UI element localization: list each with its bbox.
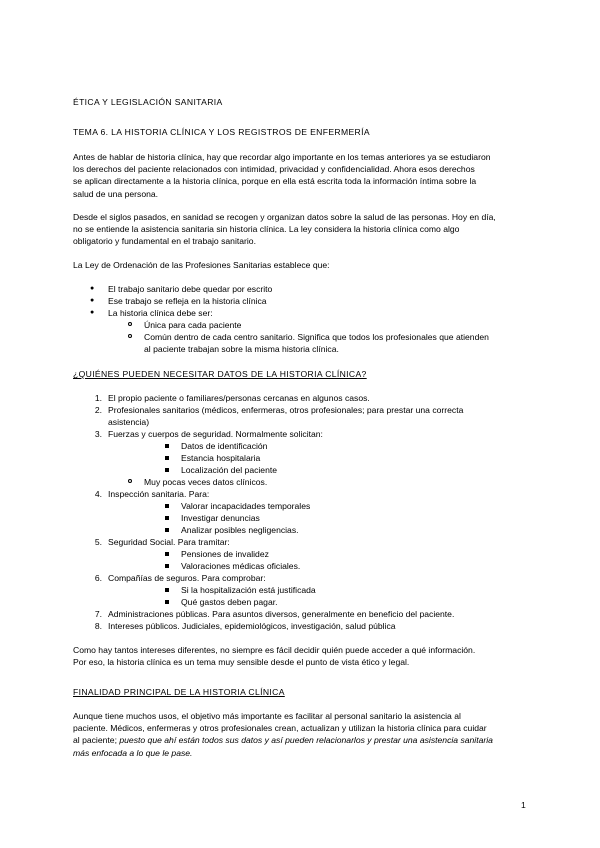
interests-line: Como hay tantos intereses diferentes, no siempre es fácil decidir quién puede acceder a qué información. (73, 645, 476, 655)
list-number: 2. (94, 405, 102, 415)
intro-line: salud de una persona. (73, 188, 159, 199)
square-bullet-icon (165, 564, 169, 568)
intro-line: se aplican directamente a la historia clínica, porque en ella está escrita toda la información íntima sobre la (73, 176, 477, 187)
sub-item: Valoraciones médicas oficiales. (181, 561, 301, 571)
topic-title: TEMA 6. LA HISTORIA CLÍNICA Y LOS REGISTROS DE ENFERMERÍA (73, 127, 370, 137)
sub-item: Pensiones de invalidez (181, 549, 269, 559)
history-line: no se entiende la asistencia sanitaria sin historia clínica. La ley considera la historia clínica como algo (73, 224, 460, 235)
sub-item: Localización del paciente (181, 465, 278, 475)
bullet-icon: ● (90, 297, 95, 304)
list-number: 5. (94, 537, 102, 547)
square-bullet-icon (165, 516, 169, 520)
circle-bullet-icon (128, 479, 132, 483)
interests-paragraph (73, 644, 533, 668)
square-bullet-icon (165, 468, 169, 472)
list-number: 8. (94, 621, 102, 631)
list-item: Intereses públicos. Judiciales, epidemiológicos, investigación, salud pública (108, 621, 396, 631)
law-sub-bullet-cont: al paciente trabajan sobre la misma historia clínica. (144, 344, 339, 354)
sub-item: Datos de identificación (181, 441, 268, 451)
purpose-text: al paciente; (73, 735, 117, 746)
law-bullet: El trabajo sanitario debe quedar por escrito (108, 284, 273, 294)
interests-line: Por eso, la historia clínica es un tema muy sensible desde el punto de vista ético y legal. (73, 657, 410, 668)
purpose-line (73, 734, 533, 746)
sub-item: Valorar incapacidades temporales (181, 501, 311, 511)
square-bullet-icon (165, 504, 169, 508)
list-item: El propio paciente o familiares/personas cercanas en algunos casos. (108, 393, 370, 403)
square-bullet-icon (165, 528, 169, 532)
intro-paragraph (73, 151, 533, 200)
purpose-line: paciente. Médicos, enfermeras y otros profesionales crean, actualizan y utilizan la historia clínica para cuidar (73, 723, 487, 734)
list-item: Seguridad Social. Para tramitar: (108, 537, 230, 547)
list-number: 4. (94, 489, 102, 499)
page-number: 1 (521, 800, 526, 810)
sub-item: Muy pocas veces datos clínicos. (144, 477, 268, 487)
purpose-line (73, 747, 533, 759)
law-sub-bullet: Única para cada paciente (144, 320, 242, 330)
list-item: Compañías de seguros. Para comprobar: (108, 573, 266, 583)
list-item-cont: asistencia) (108, 417, 150, 427)
law-sub-bullet: Común dentro de cada centro sanitario. Significa que todos los profesionales que atienden (144, 332, 489, 342)
sub-item: Investigar denuncias (181, 513, 260, 523)
section-heading-purpose: FINALIDAD PRINCIPAL DE LA HISTORIA CLÍNICA (73, 687, 285, 697)
list-number: 6. (94, 573, 102, 583)
history-line: obligatorio y fundamental en el trabajo sanitario. (73, 236, 256, 247)
section-heading-who: ¿QUIÉNES PUEDEN NECESITAR DATOS DE LA HISTORIA CLÍNICA? (73, 369, 367, 379)
square-bullet-icon (165, 456, 169, 460)
bullet-icon: ● (90, 285, 95, 292)
history-line: Desde el siglos pasados, en sanidad se recogen y organizan datos sobre la salud de las personas. Hoy en día, (73, 212, 496, 222)
purpose-line: Aunque tiene muchos usos, el objetivo más importante es facilitar al personal sanitario la asistencia al (73, 711, 461, 721)
circle-bullet-icon (128, 322, 132, 326)
circle-bullet-icon (128, 334, 132, 338)
list-item: Inspección sanitaria. Para: (108, 489, 210, 499)
sub-item: Qué gastos deben pagar. (181, 597, 278, 607)
law-bullet: Ese trabajo se refleja en la historia clínica (108, 296, 267, 306)
purpose-italic-text: puesto que ahí están todos sus datos y así pueden relacionarlos y prestar una asistencia sanitaria (116, 735, 493, 746)
list-number: 1. (94, 393, 102, 403)
list-item: Fuerzas y cuerpos de seguridad. Normalmente solicitan: (108, 429, 323, 439)
bullet-icon: ● (90, 309, 95, 316)
list-item: Profesionales sanitarios (médicos, enfermeras, otros profesionales; para prestar una correcta (108, 405, 464, 415)
intro-line: los derechos del paciente relacionados con intimidad, privacidad y confidencialidad. Ahora esos derechos (73, 164, 475, 175)
list-item: Administraciones públicas. Para asuntos diversos, generalmente en beneficio del paciente. (108, 609, 455, 619)
course-header: ÉTICA Y LEGISLACIÓN SANITARIA (73, 97, 223, 107)
sub-item: Estancia hospitalaria (181, 453, 261, 463)
purpose-paragraph (73, 710, 533, 759)
history-paragraph (73, 211, 533, 248)
sub-item: Analizar posibles negligencias. (181, 525, 299, 535)
list-number: 7. (94, 609, 102, 619)
intro-line: Antes de hablar de historia clínica, hay que recordar algo importante en los temas anteriores ya se estudiaron (73, 152, 491, 162)
square-bullet-icon (165, 552, 169, 556)
law-intro: La Ley de Ordenación de las Profesiones Sanitarias establece que: (73, 260, 330, 270)
square-bullet-icon (165, 444, 169, 448)
sub-item: Si la hospitalización está justificada (181, 585, 316, 595)
square-bullet-icon (165, 588, 169, 592)
list-number: 3. (94, 429, 102, 439)
law-bullet: La historia clínica debe ser: (108, 308, 213, 318)
square-bullet-icon (165, 600, 169, 604)
purpose-italic-text: más enfocada a lo que le pase. (73, 747, 193, 758)
